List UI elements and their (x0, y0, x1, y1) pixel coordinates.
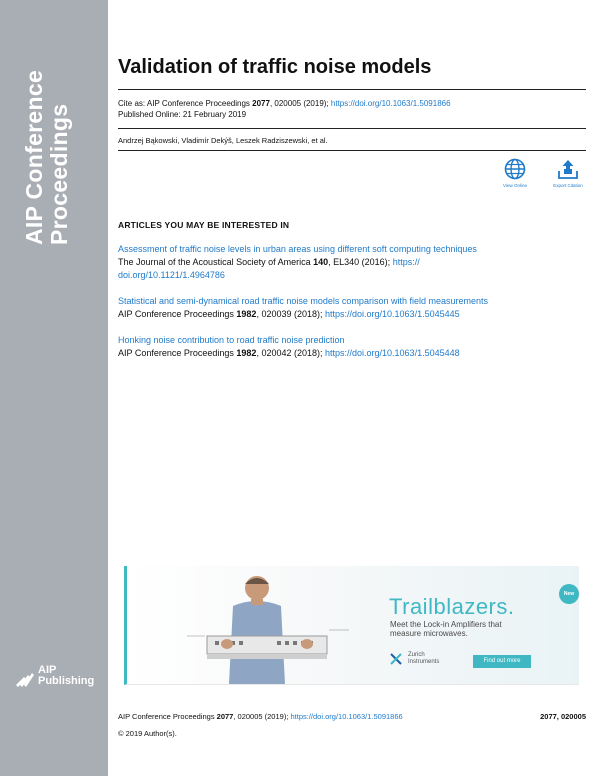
zurich-instruments-logo (390, 652, 439, 666)
related-article-3-journal: AIP Conference Proceedings (118, 348, 237, 358)
aip-logo-icon (14, 665, 34, 687)
published-date: Published Online: 21 February 2019 (118, 110, 247, 119)
journal-sidebar (0, 0, 108, 776)
find-out-more-button[interactable]: Find out more (473, 655, 531, 668)
related-article-3-doi[interactable]: https://doi.org/10.1063/1.5045448 (325, 348, 460, 358)
ad-subheadline-line1: Meet the Lock-in Amplifiers that (390, 620, 502, 629)
authors-divider (118, 150, 586, 151)
brand-line2: Instruments (408, 659, 440, 665)
related-article-2-source (118, 308, 593, 321)
journal-name-vertical (0, 0, 108, 260)
related-article-2-title[interactable]: Statistical and semi-dynamical road traffic noise models comparison with field measurements (118, 296, 488, 306)
ad-subheadline-line2: measure microwaves. (390, 629, 468, 638)
title-divider (118, 89, 586, 90)
related-article-2-journal: AIP Conference Proceedings (118, 309, 237, 319)
journal-name[interactable] (22, 70, 72, 245)
zurich-instruments-icon (390, 653, 402, 665)
view-online-label: View Online (503, 183, 527, 188)
ad-subheadline (390, 620, 502, 638)
footer-journal: AIP Conference Proceedings (118, 712, 217, 721)
authors-line: Andrzej Bąkowski, Vladimír Dekýš, Leszek Radziszewski, et al. (118, 136, 328, 145)
footer-volume: 2077 (216, 712, 234, 721)
ad-headline: Trailblazers. (389, 594, 515, 619)
citation-doi-link[interactable]: https://doi.org/10.1063/1.5091866 (330, 99, 451, 108)
footer-rest: , 020005 (2019); (233, 712, 291, 721)
related-article-2-volume: 1982 (236, 309, 257, 319)
publisher-line2: Publishing (38, 675, 95, 687)
related-article-1-doi-part1[interactable]: https:// (392, 257, 420, 267)
publisher-line1: AIP (38, 664, 57, 676)
article-title: Validation of traffic noise models (118, 56, 432, 78)
new-badge: New (559, 584, 579, 604)
citation-divider (118, 128, 586, 129)
related-article-2 (118, 295, 593, 321)
export-citation-label: Export Citation (553, 183, 583, 188)
journal-name-line1: AIP Conference (21, 69, 47, 245)
view-online-button[interactable] (497, 158, 533, 188)
related-article-1-title[interactable]: Assessment of traffic noise levels in urban areas using different soft computing techniques (118, 244, 477, 254)
citation-prefix: Cite as: AIP Conference Proceedings (118, 99, 253, 108)
footer-doi-link[interactable]: https://doi.org/10.1063/1.5091866 (290, 712, 403, 721)
related-article-2-rest: , 020039 (2018); (256, 309, 325, 319)
page-footer (118, 712, 586, 721)
related-article-3-title[interactable]: Honking noise contribution to road traffic noise prediction (118, 335, 345, 345)
aip-publishing-logo[interactable] (14, 665, 94, 687)
related-article-3-volume: 1982 (236, 348, 257, 358)
related-article-3-rest: , 020042 (2018); (256, 348, 325, 358)
citation-rest: , 020005 (2019); (269, 99, 331, 108)
export-citation-button[interactable] (550, 158, 586, 188)
citation-block (118, 98, 451, 120)
related-article-1 (118, 243, 593, 282)
copyright-notice: © 2019 Author(s). (118, 729, 177, 738)
related-article-3-source (118, 347, 593, 360)
export-icon (557, 158, 579, 180)
brand-line1: Zurich (408, 652, 425, 658)
related-article-1-journal: The Journal of the Acoustical Society of America (118, 257, 314, 267)
advertisement-banner[interactable] (124, 566, 579, 685)
related-article-1-doi-part2[interactable]: doi.org/10.1121/1.4964786 (118, 270, 225, 280)
related-article-2-doi[interactable]: https://doi.org/10.1063/1.5045445 (325, 309, 460, 319)
ad-person-illustration (167, 566, 367, 684)
footer-page-ref: 2077, 020005 (540, 712, 586, 721)
globe-icon (504, 158, 526, 180)
related-article-1-rest: , EL340 (2016); (328, 257, 393, 267)
journal-name-line2: Proceedings (46, 103, 72, 245)
related-articles-heading: ARTICLES YOU MAY BE INTERESTED IN (118, 220, 290, 230)
citation-line (118, 98, 451, 109)
citation-volume: 2077 (252, 99, 270, 108)
related-article-3 (118, 334, 593, 360)
related-article-1-volume: 140 (313, 257, 329, 267)
related-article-1-source (118, 256, 593, 269)
